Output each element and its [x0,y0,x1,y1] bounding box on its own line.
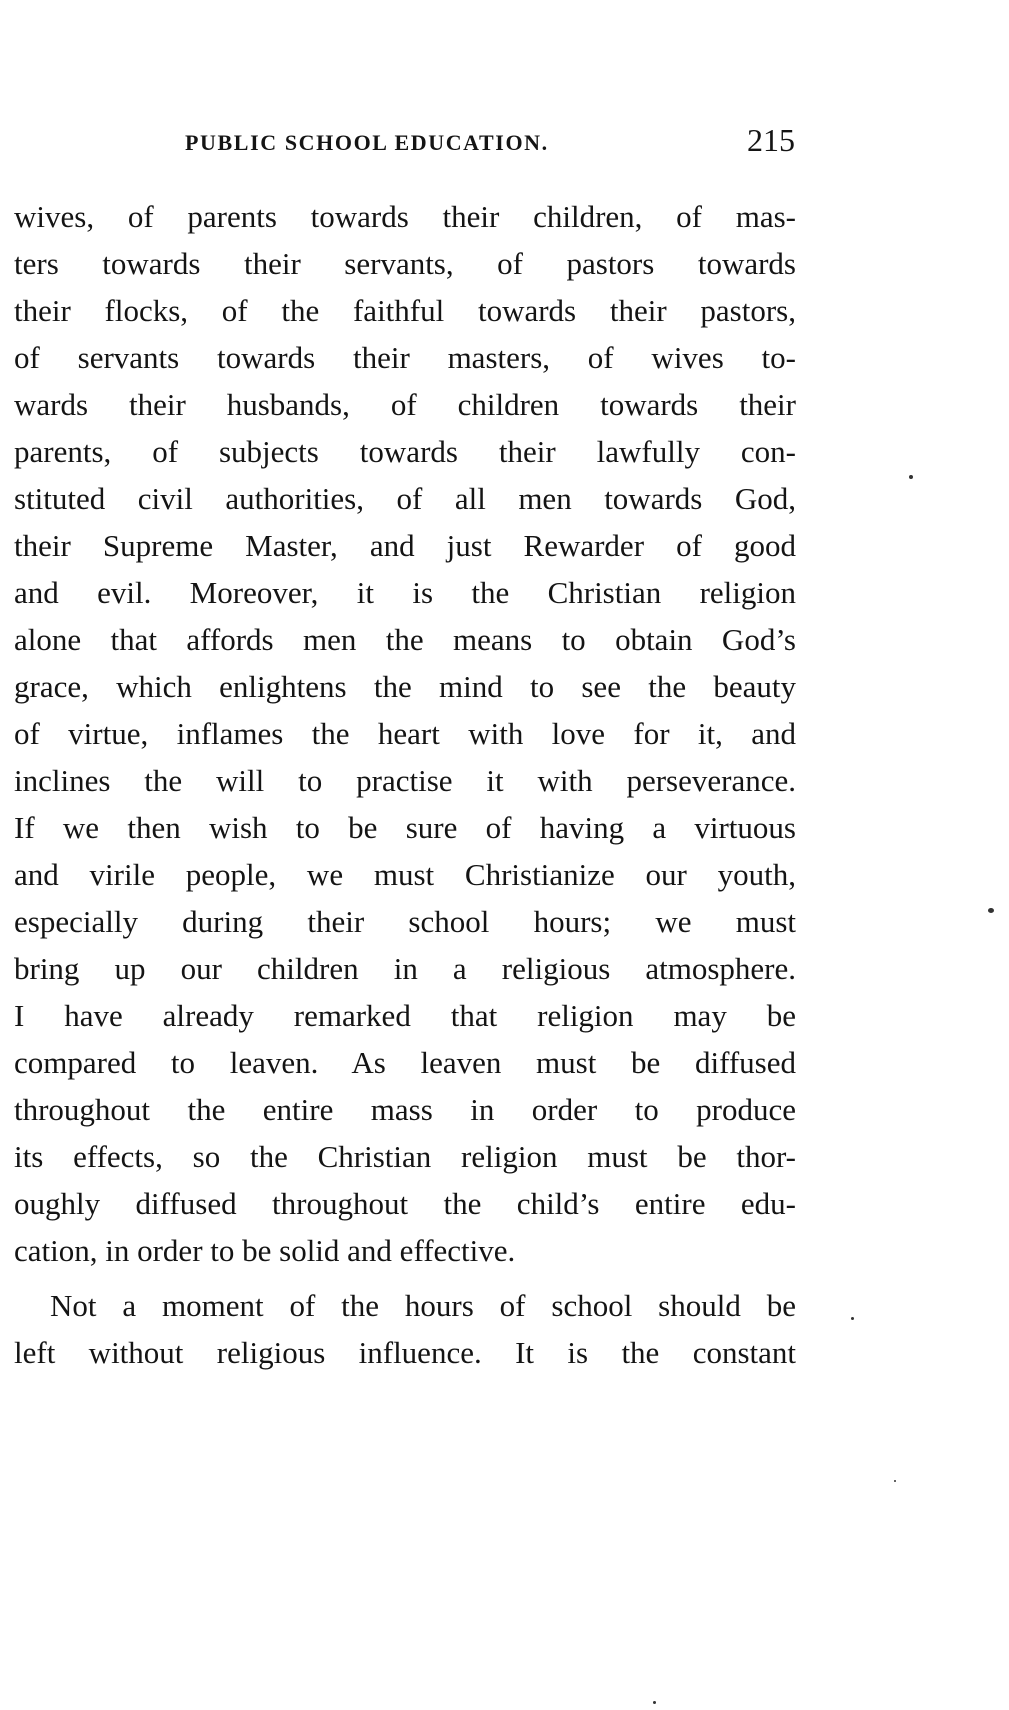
text-line: their flocks, of the faithful towards their pastors, [14,293,796,328]
text-line: alone that affords men the means to obtain God’s [14,622,796,657]
page-header [185,122,795,162]
scan-speck [653,1701,656,1704]
text-line: compared to leaven. As leaven must be diffused [14,1045,796,1080]
scan-speck [909,475,913,479]
running-title: PUBLIC SCHOOL EDUCATION. [185,130,549,155]
text-line: throughout the entire mass in order to produce [14,1092,796,1127]
text-line: stituted civil authorities, of all men towards God, [14,481,796,516]
text-line: left without religious influence. It is the constant [14,1335,796,1370]
paragraph [14,193,796,1274]
text-line: especially during their school hours; we must [14,904,796,939]
text-line: I have already remarked that religion may be [14,998,796,1033]
text-line: of virtue, inflames the heart with love for it, and [14,716,796,751]
body-text [14,193,796,1376]
scan-speck [851,1317,854,1320]
page-number: 215 [747,122,795,158]
text-line: and virile people, we must Christianize our youth, [14,857,796,892]
text-line: of servants towards their masters, of wives to- [14,340,796,375]
text-line: and evil. Moreover, it is the Christian religion [14,575,796,610]
scan-speck [894,1480,896,1482]
text-line: their Supreme Master, and just Rewarder of good [14,528,796,563]
text-line: wives, of parents towards their children, of mas- [14,199,796,234]
text-line: grace, which enlightens the mind to see the beauty [14,669,796,704]
text-line: inclines the will to practise it with perseverance. [14,763,796,798]
scan-speck [988,908,994,913]
text-line: If we then wish to be sure of having a virtuous [14,810,796,845]
text-line: ters towards their servants, of pastors towards [14,246,796,281]
paragraph [14,1282,796,1376]
text-line: oughly diffused throughout the child’s entire edu- [14,1186,796,1221]
text-line: parents, of subjects towards their lawfully con- [14,434,796,469]
text-line: cation, in order to be solid and effective. [14,1233,516,1268]
paragraph-gap [14,1274,796,1282]
text-line: Not a moment of the hours of school should be [50,1288,796,1323]
text-line: bring up our children in a religious atmosphere. [14,951,796,986]
text-line: its effects, so the Christian religion must be thor- [14,1139,796,1174]
text-line: wards their husbands, of children towards their [14,387,796,422]
